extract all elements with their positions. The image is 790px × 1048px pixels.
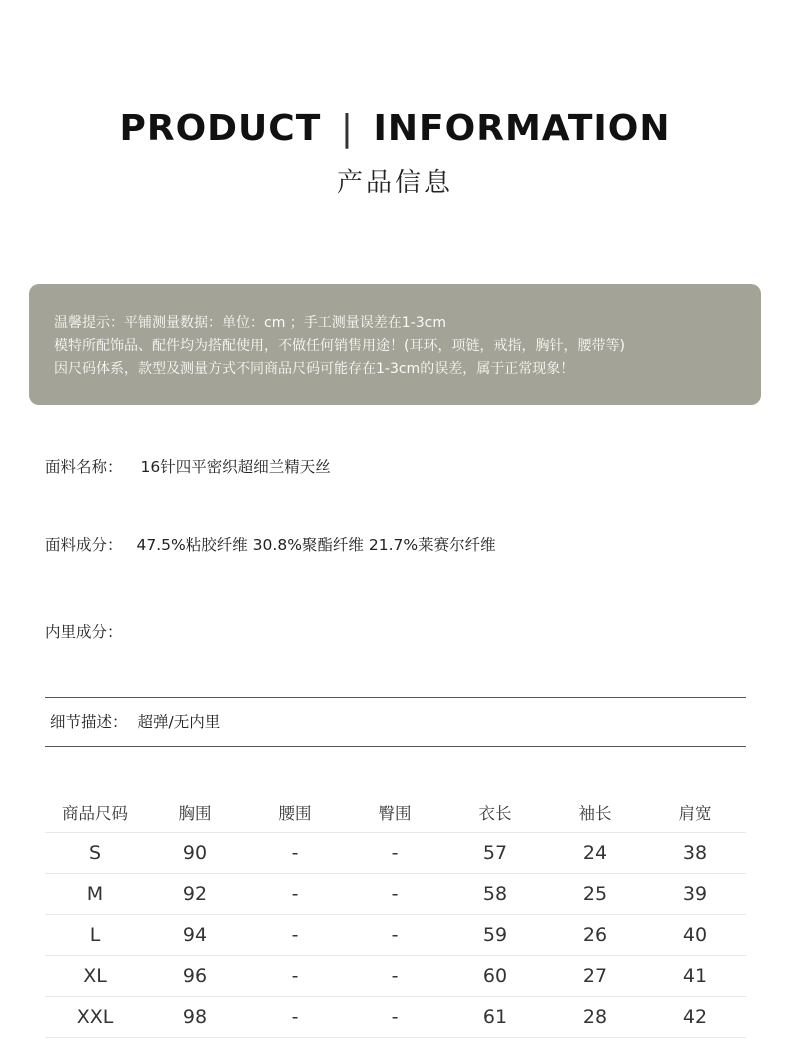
column-header: 袖长: [578, 804, 612, 823]
table-cell: 90: [182, 842, 208, 864]
table-cell: -: [391, 883, 399, 905]
table-header-row: [45, 792, 746, 833]
table-cell: 59: [482, 924, 508, 946]
table-cell: 40: [682, 924, 708, 946]
title-separator: |: [340, 108, 354, 149]
table-cell: -: [391, 1006, 399, 1028]
table-cell: -: [391, 924, 399, 946]
column-header: 肩宽: [678, 804, 712, 823]
table-cell: 38: [682, 842, 708, 864]
column-header: 胸围: [178, 804, 212, 823]
table-cell: M: [86, 883, 104, 905]
table-cell: 27: [582, 965, 608, 987]
table-cell: 98: [182, 1006, 208, 1028]
notice-line: 模特所配饰品、配件均为搭配使用，不做任何销售用途！(耳环，项链，戒指，胸针，腰带等): [54, 338, 625, 354]
table-cell: -: [291, 1006, 299, 1028]
table-row: [45, 997, 746, 1038]
table-row: [45, 915, 746, 956]
table-cell: XXL: [76, 1006, 114, 1028]
table-cell: 96: [182, 965, 208, 987]
table-cell: 61: [482, 1006, 508, 1028]
page-title: [0, 108, 790, 149]
column-header: 衣长: [478, 804, 512, 823]
table-cell: -: [291, 924, 299, 946]
table-cell: 94: [182, 924, 208, 946]
fabric-name-row: [45, 455, 331, 477]
table-cell: 24: [582, 842, 608, 864]
table-cell: L: [89, 924, 101, 946]
notice-line: 因尺码体系，款型及测量方式不同商品尺码可能存在1-3cm的误差，属于正常现象！: [54, 361, 575, 377]
table-cell: XL: [83, 965, 107, 987]
table-cell: 28: [582, 1006, 608, 1028]
table-cell: 26: [582, 924, 608, 946]
table-cell: 92: [182, 883, 208, 905]
detail-row: [50, 710, 220, 732]
detail-value: 超弹/无内里: [137, 713, 221, 731]
table-cell: -: [291, 883, 299, 905]
table-cell: 41: [682, 965, 708, 987]
table-cell: 57: [482, 842, 508, 864]
fabric-name-label: 面料名称：: [45, 458, 123, 476]
title-left: PRODUCT: [119, 108, 322, 149]
column-header: 商品尺码: [62, 804, 128, 823]
fabric-composition-label: 面料成分：: [45, 536, 123, 554]
fabric-composition-row: [45, 533, 496, 555]
table-cell: 42: [682, 1006, 708, 1028]
fabric-composition-value: 47.5%粘胶纤维 30.8%聚酯纤维 21.7%莱赛尔纤维: [136, 536, 496, 554]
notice-box: [29, 284, 761, 405]
table-cell: -: [391, 965, 399, 987]
notice-line: 温馨提示：平铺测量数据：单位：cm ；手工测量误差在1-3cm: [54, 315, 446, 331]
table-cell: -: [291, 965, 299, 987]
table-cell: -: [291, 842, 299, 864]
divider: [45, 746, 746, 747]
size-table: [45, 792, 746, 1038]
lining-label: 内里成分：: [45, 623, 123, 641]
table-row: [45, 874, 746, 915]
table-cell: 39: [682, 883, 708, 905]
fabric-name-value: 16针四平密织超细兰精天丝: [140, 458, 331, 476]
lining-row: [45, 620, 141, 642]
table-cell: S: [88, 842, 102, 864]
title-right: INFORMATION: [373, 108, 671, 149]
column-header: 腰围: [278, 804, 312, 823]
table-cell: -: [391, 842, 399, 864]
table-cell: 25: [582, 883, 608, 905]
table-cell: 60: [482, 965, 508, 987]
detail-label: 细节描述：: [50, 713, 128, 731]
column-header: 臀围: [378, 804, 412, 823]
table-row: [45, 956, 746, 997]
table-row: [45, 833, 746, 874]
divider: [45, 697, 746, 698]
page-subtitle: 产品信息: [336, 168, 453, 198]
table-cell: 58: [482, 883, 508, 905]
